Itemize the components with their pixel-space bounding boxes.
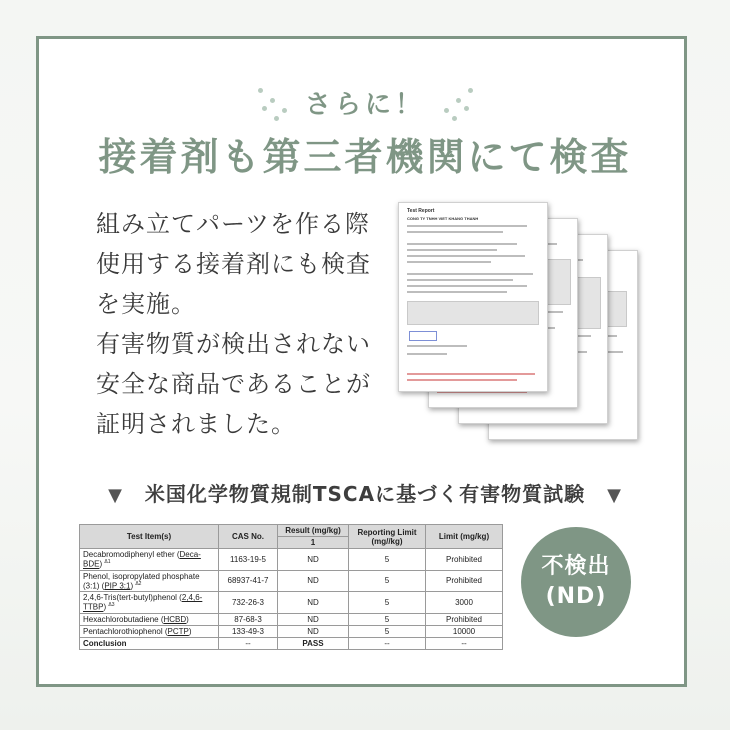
table-row [80, 592, 503, 614]
cell-limit: 10000 [426, 625, 503, 637]
cell-result: ND [278, 570, 349, 592]
cell-limit: -- [426, 637, 503, 649]
header-limit: Limit (mg/kg) [426, 525, 503, 549]
cell-result: ND [278, 549, 349, 571]
cell-limit: Prohibited [426, 613, 503, 625]
cell-limit: Prohibited [426, 570, 503, 592]
test-report-pages [398, 200, 638, 440]
cell-reporting-limit: 5 [349, 625, 426, 637]
header-test-items: Test Item(s) [80, 525, 219, 549]
cell-conclusion-label: Conclusion [80, 637, 219, 649]
not-detected-badge [521, 527, 631, 637]
description-line: 組み立てパーツを作る際 [96, 210, 371, 238]
cell-result: ND [278, 592, 349, 614]
badge-line-2: (ND) [545, 584, 607, 609]
description-line: 証明されました。 [96, 410, 296, 438]
cell-test-item: Hexachlorobutadiene (HCBD) [80, 613, 219, 625]
header-cas-no: CAS No. [219, 525, 278, 549]
cell-test-item: Phenol, isopropylated phosphate (3:1) (PIP 3:1) $^{\Delta 2}$ [80, 570, 219, 592]
header-result-sub: 1 [278, 537, 349, 549]
cell-test-item: 2,4,6-Tris(tert-butyl)phenol (2,4,6-TTBP) $^{\Delta 3}$ [80, 592, 219, 614]
cell-cas: 133-49-3 [219, 625, 278, 637]
header-result: Result (mg/kg) [278, 525, 349, 537]
table-row [80, 613, 503, 625]
page-headline: 接着剤も第三者機関にて検査 [98, 135, 632, 179]
cell-reporting-limit: 5 [349, 613, 426, 625]
table-row [80, 625, 503, 637]
description-line: 安全な商品であることが [96, 370, 371, 398]
report-company: CONG TY TNHH VIET KHANG THANH [407, 216, 479, 221]
cell-cas: 1163-19-5 [219, 549, 278, 571]
header-reporting-limit: Reporting Limit (mg//kg) [349, 525, 426, 549]
description-line: 有害物質が検出されない [96, 330, 371, 358]
cell-cas: 732-26-3 [219, 592, 278, 614]
section-title [0, 478, 730, 507]
description-line: を実施。 [96, 290, 196, 318]
cell-limit: Prohibited [426, 549, 503, 571]
cell-result: ND [278, 613, 349, 625]
cell-reporting-limit: -- [349, 637, 426, 649]
eyebrow-text: さらに！ [304, 90, 425, 120]
badge-line-1: 不検出 [541, 554, 611, 579]
description-line: 使用する接着剤にも検査 [96, 250, 371, 278]
triangle-down-icon: ▼ [607, 485, 622, 506]
cell-reporting-limit: 5 [349, 570, 426, 592]
report-page-front [398, 202, 548, 392]
table-row [80, 549, 503, 571]
cell-cas: 68937-41-7 [219, 570, 278, 592]
report-title: Test Report [407, 208, 435, 214]
section-title-text: 米国化学物質規制TSCAに基づく有害物質試験 [144, 482, 586, 506]
cell-limit: 3000 [426, 592, 503, 614]
cell-cas: 87-68-3 [219, 613, 278, 625]
cell-cas: -- [219, 637, 278, 649]
cell-reporting-limit: 5 [349, 592, 426, 614]
cell-test-item: Pentachlorothiophenol (PCTP) [80, 625, 219, 637]
triangle-down-icon: ▼ [108, 485, 123, 506]
cell-result: ND [278, 625, 349, 637]
cell-reporting-limit: 5 [349, 549, 426, 571]
description-text [96, 204, 396, 444]
test-result-table [79, 524, 503, 650]
conclusion-row [80, 637, 503, 649]
table-row [80, 570, 503, 592]
cell-test-item: Decabromodiphenyl ether (Deca-BDE) $^{\Delta 1}$ [80, 549, 219, 571]
cell-conclusion-result: PASS [278, 637, 349, 649]
